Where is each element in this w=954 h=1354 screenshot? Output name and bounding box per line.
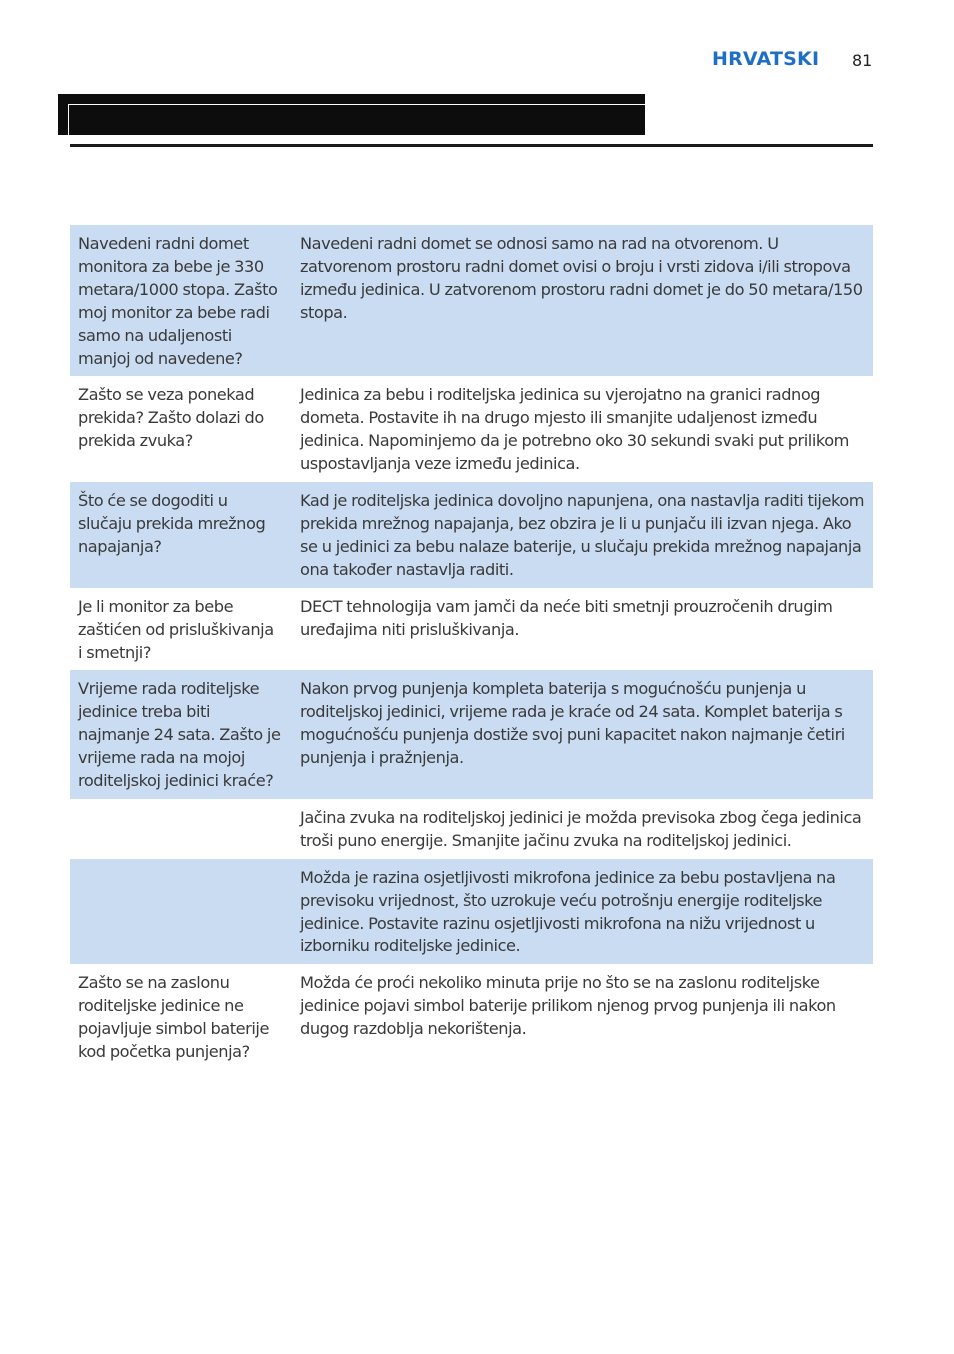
faq-answer: Jedinica za bebu i roditeljska jedinica su vjerojatno na granici radnog dometa. Postavite ih na drugo mjesto ili smanjite udaljenost između jedinica. Napominjemo da je potrebno oko 30 sekundi svaki put prilikom uspostavljanja veze između jedinica. xyxy=(300,385,849,474)
faq-answer: Nakon prvog punjenja kompleta baterija s mogućnošću punjenja u roditeljskoj jedinici, vrijeme rada je kraće od 24 sata. Komplet baterija s mogućnošću punjenja dostiže svoj puni kapacitet nakon najmanje četiri punjenja i pražnjenja. xyxy=(289,670,873,799)
faq-question: Vrijeme rada roditeljske jedinice treba biti najmanje 24 sata. Zašto je vrijeme rada na mojoj roditeljskoj jedinici kraće? xyxy=(70,670,289,799)
faq-answer: Jačina zvuka na roditeljskoj jedinici je možda previsoka zbog čega jedinica troši puno energije. Smanjite jačinu zvuka na roditeljskoj jedinici. xyxy=(300,807,862,850)
faq-answer: Možda je razina osjetljivosti mikrofona jedinice za bebu postavljena na previsoku vrijednost, što uzrokuje veću potrošnju energije roditeljske jedinice. Postavite razinu osjetljivosti mikrofona na nižu vrijednost u izborniku roditeljske jedinice. xyxy=(289,859,873,965)
faq-question: Zašto se na zaslonu roditeljske jedinice ne pojavljuje simbol baterije kod početka punjenja? xyxy=(78,973,269,1062)
faq-row xyxy=(70,799,873,859)
faq-question: Zašto se veza ponekad prekida? Zašto dolazi do prekida zvuka? xyxy=(78,385,264,451)
faq-table xyxy=(70,225,873,1070)
faq-row xyxy=(70,482,873,588)
faq-row xyxy=(70,225,873,376)
faq-row xyxy=(70,859,873,965)
faq-answer: Možda će proći nekoliko minuta prije no što se na zaslonu roditeljske jedinice pojavi simbol baterije prilikom njenog prvog punjenja ili nakon dugog razdoblja nekorištenja. xyxy=(300,973,836,1039)
header-rule xyxy=(70,144,873,147)
chapter-title-bar-inner-edge xyxy=(68,104,69,135)
faq-question: Navedeni radni domet monitora za bebe je 330 metara/1000 stopa. Zašto moj monitor za bebe radi samo na udaljenosti manjoj od navedene? xyxy=(70,225,289,376)
faq-answer: Navedeni radni domet se odnosi samo na rad na otvorenom. U zatvorenom prostoru radni domet ovisi o broju i vrsti zidova i/ili stropova između jedinica. U zatvorenom prostoru radni domet je do 50 metara/150 stopa. xyxy=(289,225,873,376)
faq-row xyxy=(70,588,873,671)
chapter-title-bar xyxy=(58,94,645,135)
faq-question: Je li monitor za bebe zaštićen od prisluškivanja i smetnji? xyxy=(78,596,274,662)
faq-row xyxy=(70,964,873,1070)
chapter-title-bar-inner-line xyxy=(68,104,645,105)
section-language-label: HRVATSKI xyxy=(712,48,820,70)
faq-question: Što će se dogoditi u slučaju prekida mrežnog napajanja? xyxy=(70,482,289,588)
faq-answer: DECT tehnologija vam jamči da neće biti smetnji prouzročenih drugim uređajima niti prisluškivanja. xyxy=(300,596,833,639)
faq-question xyxy=(70,859,289,965)
faq-answer: Kad je roditeljska jedinica dovoljno napunjena, ona nastavlja raditi tijekom prekida mrežnog napajanja, bez obzira je li u punjaču ili izvan njega. Ako se u jedinici za bebu nalaze baterije, u slučaju prekida mrežnog napajanja ona također nastavlja raditi. xyxy=(289,482,873,588)
page-number: 81 xyxy=(852,51,873,70)
faq-row xyxy=(70,670,873,799)
faq-row xyxy=(70,376,873,482)
faq-question xyxy=(70,799,289,859)
